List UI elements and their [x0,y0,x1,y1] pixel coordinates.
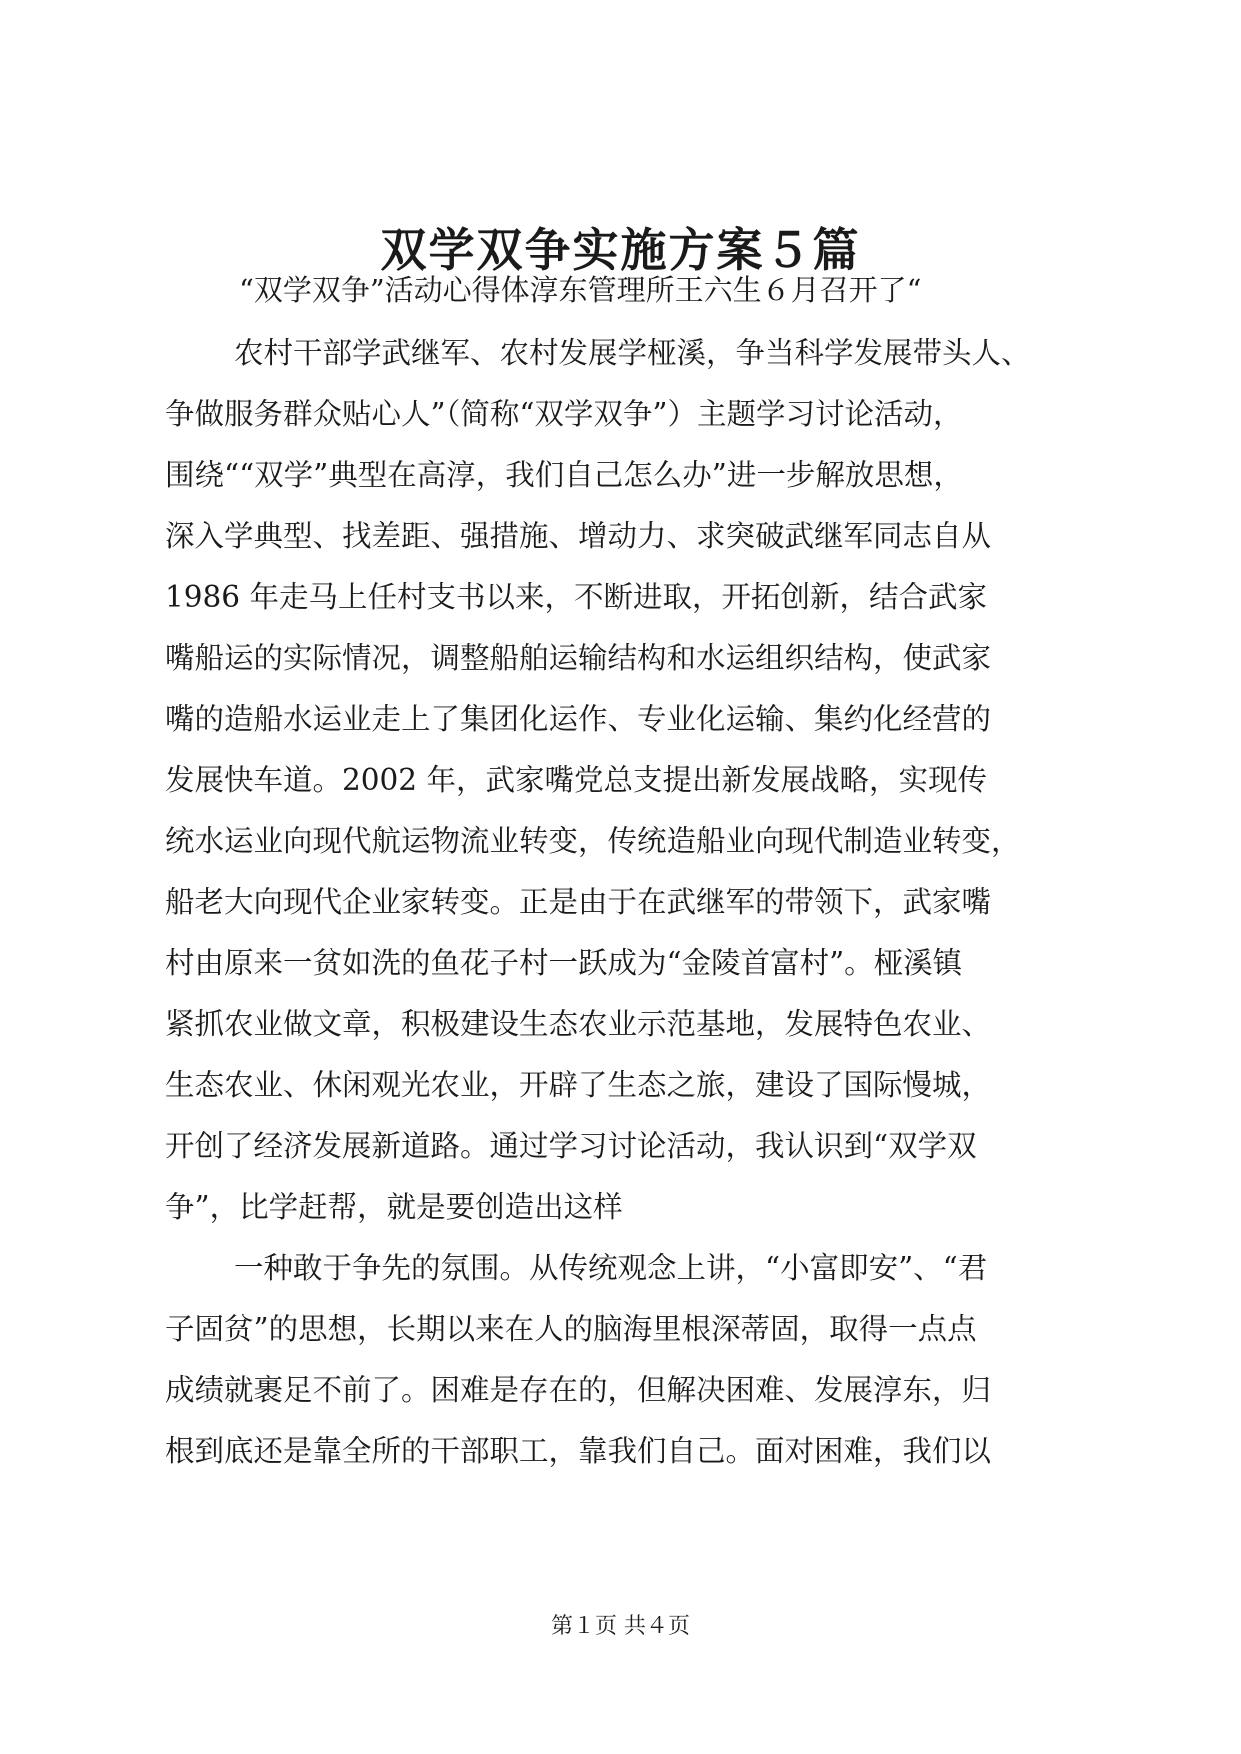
text-line: 嘴船运的实际情况，调整船舶运输结构和水运组织结构，使武家 [165,641,992,675]
text-line: 围绕““双学”典型在高淳，我们自己怎么办”进一步解放思想， [165,458,963,492]
text-line: 村由原来一贫如洗的鱼花子村一跃成为“金陵首富村”。桠溪镇 [165,946,963,980]
text-line: 船老大向现代企业家转变。正是由于在武继军的带领下，武家嘴 [165,885,992,919]
text-line: 子固贫”的思想，长期以来在人的脑海里根深蒂固，取得一点点 [165,1312,977,1346]
subtitle-line: “双学双争”活动心得体淳东管理所王六生６月召开了“ [239,273,922,307]
text-line: 嘴的造船水运业走上了集团化运作、专业化运输、集约化经营的 [165,702,992,736]
text-line: 深入学典型、找差距、强措施、增动力、求突破武继军同志自从 [165,519,992,553]
text-line: 紧抓农业做文章，积极建设生态农业示范基地，发展特色农业、 [165,1007,992,1041]
body-text [165,323,1085,1482]
text-line: 成绩就裹足不前了。困难是存在的，但解决困难、发展淳东，归 [165,1373,992,1407]
text-line: 一种敢于争先的氛围。从传统观念上讲，“小富即安”、“君 [234,1251,988,1285]
text-line: 生态农业、休闲观光农业，开辟了生态之旅，建设了国际慢城， [165,1068,992,1102]
text-line: 1986 年走马上任村支书以来，不断进取，开拓创新，结合武家 [165,580,987,614]
text-line: 开创了经济发展新道路。通过学习讨论活动，我认识到“双学双 [165,1129,977,1163]
text-line: 争”，比学赶帮，就是要创造出这样 [165,1190,623,1224]
document-title: 双学双争实施方案５篇 [380,223,861,277]
text-line: 争做服务群众贴心人”（简称“双学双争”）主题学习讨论活动， [165,397,963,431]
text-line: 根到底还是靠全所的干部职工，靠我们自己。面对困难，我们以 [165,1434,992,1468]
text-line: 统水运业向现代航运物流业转变，传统造船业向现代制造业转变， [165,824,1021,858]
text-line: 发展快车道。2002 年，武家嘴党总支提出新发展战略，实现传 [165,763,987,797]
page-indicator: 第１页 共４页 [551,1614,690,1639]
text-line: 农村干部学武继军、农村发展学桠溪，争当科学发展带头人、 [234,336,1031,370]
